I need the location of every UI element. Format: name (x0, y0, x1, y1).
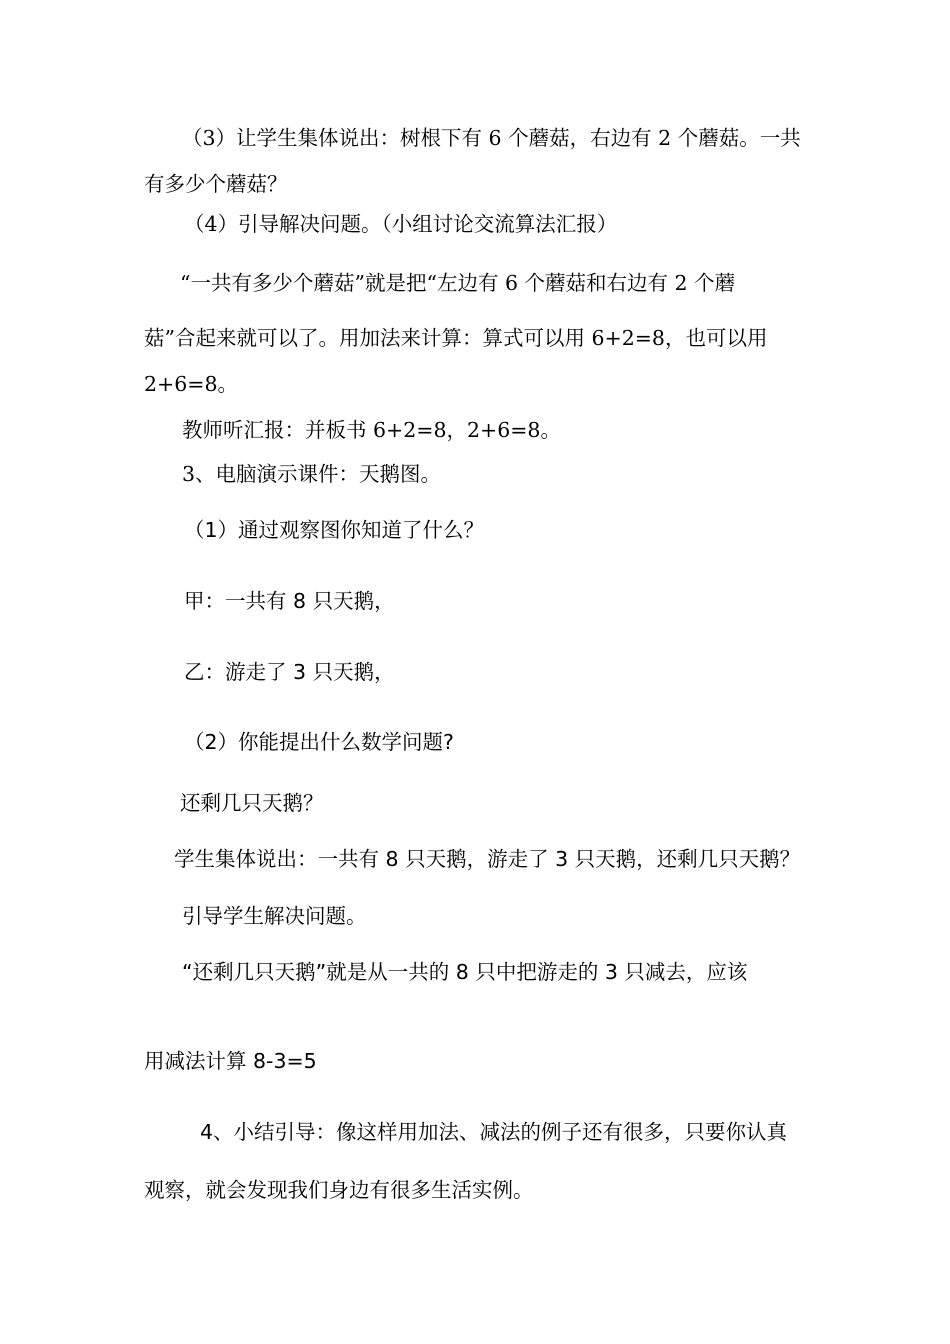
paragraph-line-7: 教师听汇报：并板书 6+2=8，2+6=8。 (182, 418, 561, 442)
paragraph-line-4: “一共有多少个蘑菇”就是把“左边有 6 个蘑菇和右边有 2 个蘑 (180, 271, 736, 295)
paragraph-line-13: 还剩几只天鹅？ (180, 791, 324, 815)
paragraph-line-1: （3）让学生集体说出：树根下有 6 个蘑菇，右边有 2 个蘑菇。一共 (182, 126, 801, 150)
paragraph-line-11: 乙：游走了 3 只天鹅， (184, 660, 395, 684)
paragraph-line-10: 甲：一共有 8 只天鹅， (184, 589, 395, 613)
paragraph-line-5: 菇”合起来就可以了。用加法来计算：算式可以用 6+2=8，也可以用 (144, 326, 768, 350)
paragraph-line-15: 引导学生解决问题。 (182, 904, 367, 928)
paragraph-line-6: 2+6=8。 (144, 372, 238, 396)
paragraph-line-18: 4、小结引导：像这样用加法、减法的例子还有很多，只要你认真 (200, 1120, 788, 1144)
paragraph-line-9: （1）通过观察图你知道了什么？ (184, 518, 485, 542)
paragraph-line-12: （2）你能提出什么数学问题? (184, 730, 454, 754)
paragraph-line-2: 有多少个蘑菇？ (144, 172, 288, 196)
paragraph-line-8: 3、电脑演示课件：天鹅图。 (182, 462, 442, 486)
paragraph-line-17: 用减法计算 8-3=5 (144, 1049, 317, 1073)
paragraph-line-3: （4）引导解决问题。（小组讨论交流算法汇报） (184, 212, 618, 236)
paragraph-line-19: 观察，就会发现我们身边有很多生活实例。 (144, 1178, 534, 1202)
paragraph-line-16: “还剩几只天鹅”就是从一共的 8 只中把游走的 3 只减去，应该 (182, 960, 748, 984)
paragraph-line-14: 学生集体说出：一共有 8 只天鹅，游走了 3 只天鹅，还剩几只天鹅？ (174, 847, 801, 871)
